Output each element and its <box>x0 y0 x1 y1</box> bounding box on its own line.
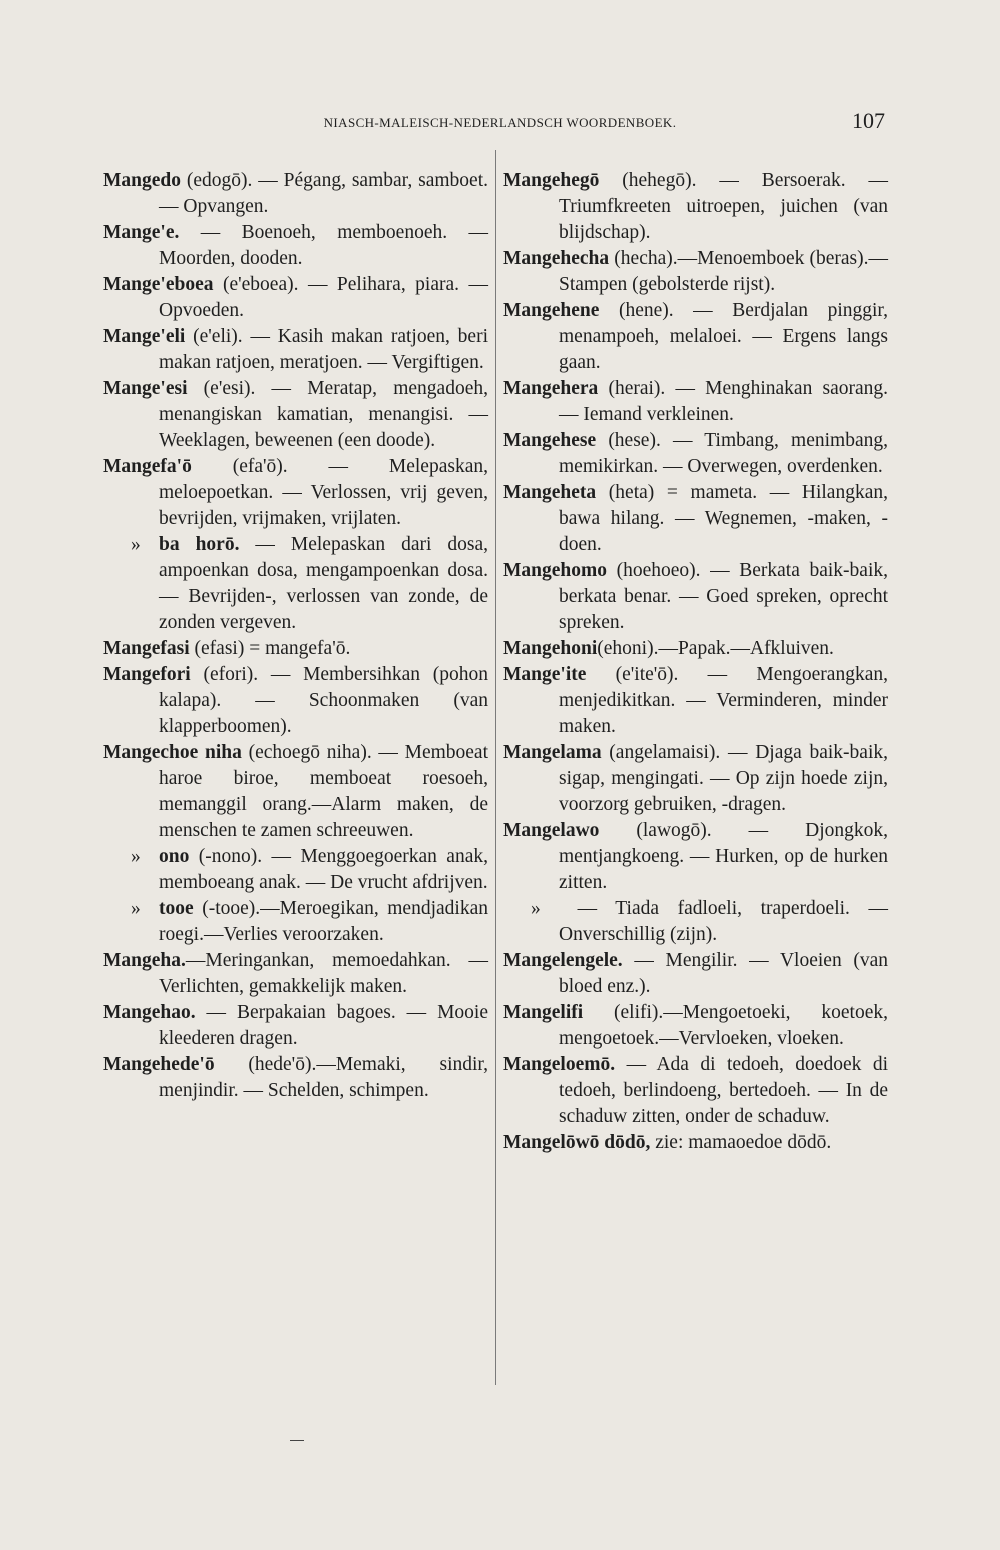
entry-definition: (hene). — Berdjalan pinggir, menampoeh, melaloei. — Ergens langs gaan. <box>559 300 888 373</box>
dictionary-entry <box>503 246 888 298</box>
entry-definition: (e'ite'ō). — Mengoerangkan, menjedikitkan. — Verminderen, minder maken. <box>559 664 888 737</box>
dictionary-entry <box>503 948 888 1000</box>
entry-definition: (elifi).—Mengoetoeki, koetoek, mengoetoek.—Vervloeken, vloeken. <box>559 1002 888 1049</box>
entry-headword: Mangehede'ō <box>103 1054 215 1075</box>
entry-headword: Mangehecha <box>503 248 610 269</box>
entry-headword: tooe <box>159 898 194 919</box>
entry-headword: Mangechoe niha <box>103 742 242 763</box>
dictionary-entry <box>103 896 488 948</box>
entry-definition: — Berpakaian bagoes. — Mooie kleederen dragen. <box>159 1002 488 1049</box>
dictionary-entry <box>103 662 488 740</box>
entry-headword: Mange'e. <box>103 222 180 243</box>
dictionary-entry <box>103 168 488 220</box>
entry-headword: Mangelawo <box>503 820 600 841</box>
entry-headword: Mangefori <box>103 664 191 685</box>
repeat-mark: » <box>531 898 541 919</box>
dictionary-entry <box>103 454 488 532</box>
entry-definition: —Meringankan, memoedahkan. — Verlichten, gemakkelijk maken. <box>159 950 488 997</box>
entry-definition: (-nono). — Menggoegoerkan anak, memboeang anak. — De vrucht afdrijven. <box>159 846 488 893</box>
entry-definition: (echoegō niha). — Memboeat haroe biroe, memboeat roesoeh, memanggil orang.—Alarm maken, de menschen te zamen schreeuwen. <box>159 742 488 841</box>
entry-headword: Mangehomo <box>503 560 607 581</box>
page-number: 107 <box>852 108 885 133</box>
entry-headword: Mangelōwō dōdō, <box>503 1132 651 1153</box>
entry-headword: Mange'esi <box>103 378 188 399</box>
entry-headword: Mange'eli <box>103 326 186 347</box>
dictionary-entry <box>503 818 888 896</box>
entry-definition: (ehoni).—Papak.—Afkluiven. <box>597 638 834 659</box>
repeat-mark: » <box>131 846 141 867</box>
dictionary-entry <box>103 740 488 844</box>
dictionary-entry <box>503 662 888 740</box>
entry-definition: (angelamaisi). — Djaga baik-baik, sigap, mengingati. — Op zijn hoede zijn, voorzorg gebruiken, -dragen. <box>559 742 888 815</box>
entry-headword: Mangefasi <box>103 638 190 659</box>
dictionary-entry <box>103 220 488 272</box>
entry-headword: Mangelama <box>503 742 602 763</box>
running-title: NIASCH-MALEISCH-NEDERLANDSCH WOORDENBOEK. <box>323 115 677 130</box>
entry-headword: Mange'eboea <box>103 274 214 295</box>
entry-headword: Mangehera <box>503 378 599 399</box>
entry-headword: Mangehoni <box>503 638 598 659</box>
entry-definition: (hoehoeo). — Berkata baik-baik, berkata benar. — Goed spreken, oprecht spreken. <box>559 560 888 633</box>
entry-definition: (heta) = mameta. — Hilangkan, bawa hilang. — Wegnemen, -maken, -doen. <box>559 482 888 555</box>
right-column <box>503 168 888 1156</box>
repeat-mark: » <box>131 534 141 555</box>
entry-definition: (efasi) = mangefa'ō. <box>189 638 351 659</box>
dictionary-entry <box>503 558 888 636</box>
column-divider <box>495 150 496 1385</box>
dictionary-entry <box>503 740 888 818</box>
entry-definition: (hehegō). — Bersoerak. — Triumfkreeten uitroepen, juichen (van blijdschap). <box>559 170 888 243</box>
left-column <box>103 168 488 1104</box>
dictionary-entry <box>103 532 488 636</box>
entry-headword: Mangefa'ō <box>103 456 192 477</box>
entry-definition: (efori). — Membersihkan (pohon kalapa). — Schoonmaken (van klapperboomen). <box>159 664 488 737</box>
entry-headword: Mangehene <box>503 300 600 321</box>
dictionary-entry <box>503 480 888 558</box>
entry-headword: Mangehao. <box>103 1002 196 1023</box>
dictionary-entry <box>503 1000 888 1052</box>
dictionary-entry <box>503 376 888 428</box>
page-mark <box>290 1440 304 1441</box>
entry-definition: (hecha).—Menoemboek (beras).— Stampen (gebolsterde rijst). <box>559 248 888 295</box>
repeat-mark: » <box>131 898 141 919</box>
dictionary-entry <box>503 1052 888 1130</box>
dictionary-entry <box>103 1052 488 1104</box>
entry-headword: Mangeloemō. <box>503 1054 616 1075</box>
dictionary-entry <box>503 298 888 376</box>
dictionary-entry <box>503 168 888 246</box>
entry-definition: — Tiada fadloeli, traperdoeli. — Onverschillig (zijn). <box>559 898 888 945</box>
entry-definition: (-tooe).—Meroegikan, mendjadikan roegi.—Verlies veroorzaken. <box>159 898 488 945</box>
dictionary-entry <box>503 428 888 480</box>
entry-headword: Mangelengele. <box>503 950 623 971</box>
entry-headword: Mangehese <box>503 430 597 451</box>
entry-headword: Mangedo <box>103 170 181 191</box>
dictionary-entry <box>103 376 488 454</box>
entry-definition: zie: mamaoedoe dōdō. <box>650 1132 832 1153</box>
entry-definition: (e'eli). — Kasih makan ratjoen, beri makan ratjoen, meratjoen. — Vergiftigen. <box>159 326 488 373</box>
dictionary-entry <box>103 844 488 896</box>
dictionary-entry <box>103 636 488 662</box>
entry-definition: (e'esi). — Meratap, mengadoeh, menangiskan kamatian, menangisi. — Weeklagen, beweenen (een doode). <box>159 378 488 451</box>
entry-definition: — Boenoeh, memboenoeh. — Moorden, dooden. <box>159 222 488 269</box>
entry-definition: (efa'ō). — Melepaskan, meloepoetkan. — Verlossen, vrij geven, bevrijden, vrijmaken, vrijlaten. <box>159 456 488 529</box>
dictionary-entry <box>503 1130 888 1156</box>
entry-headword: ono <box>159 846 190 867</box>
entry-definition: (lawogō). — Djongkok, mentjangkoeng. — Hurken, op de hurken zitten. <box>559 820 888 893</box>
dictionary-entry <box>103 272 488 324</box>
entry-headword: Mangehegō <box>503 170 600 191</box>
entry-definition: — Ada di tedoeh, doedoek di tedoeh, berlindoeng, bertedoeh. — In de schaduw zitten, onder de schaduw. <box>559 1054 888 1127</box>
entry-definition: — Melepaskan dari dosa, ampoenkan dosa, mengampoenkan dosa. — Bevrijden-, verlossen van zonde, de zonden vergeven. <box>159 534 488 633</box>
entry-headword: Mangeha. <box>103 950 186 971</box>
dictionary-entry <box>503 636 888 662</box>
entry-headword: ba horō. <box>159 534 240 555</box>
dictionary-entry <box>503 896 888 948</box>
entry-headword: Mangelifi <box>503 1002 584 1023</box>
dictionary-entry <box>103 324 488 376</box>
dictionary-entry <box>103 948 488 1000</box>
dictionary-entry <box>103 1000 488 1052</box>
entry-definition: (herai). — Menghinakan saorang. — Iemand verkleinen. <box>559 378 888 425</box>
entry-definition: (e'eboea). — Pelihara, piara. — Opvoeden. <box>159 274 488 321</box>
entry-headword: Mange'ite <box>503 664 587 685</box>
entry-definition: (edogō). — Pégang, sambar, samboet. — Opvangen. <box>159 170 488 217</box>
entry-definition: — Mengilir. — Vloeien (van bloed enz.). <box>559 950 888 997</box>
entry-headword: Mangeheta <box>503 482 597 503</box>
entry-definition: (hede'ō).—Memaki, sindir, menjindir. — Schelden, schimpen. <box>159 1054 488 1101</box>
entry-definition: (hese). — Timbang, menimbang, memikirkan. — Overwegen, overdenken. <box>559 430 888 477</box>
